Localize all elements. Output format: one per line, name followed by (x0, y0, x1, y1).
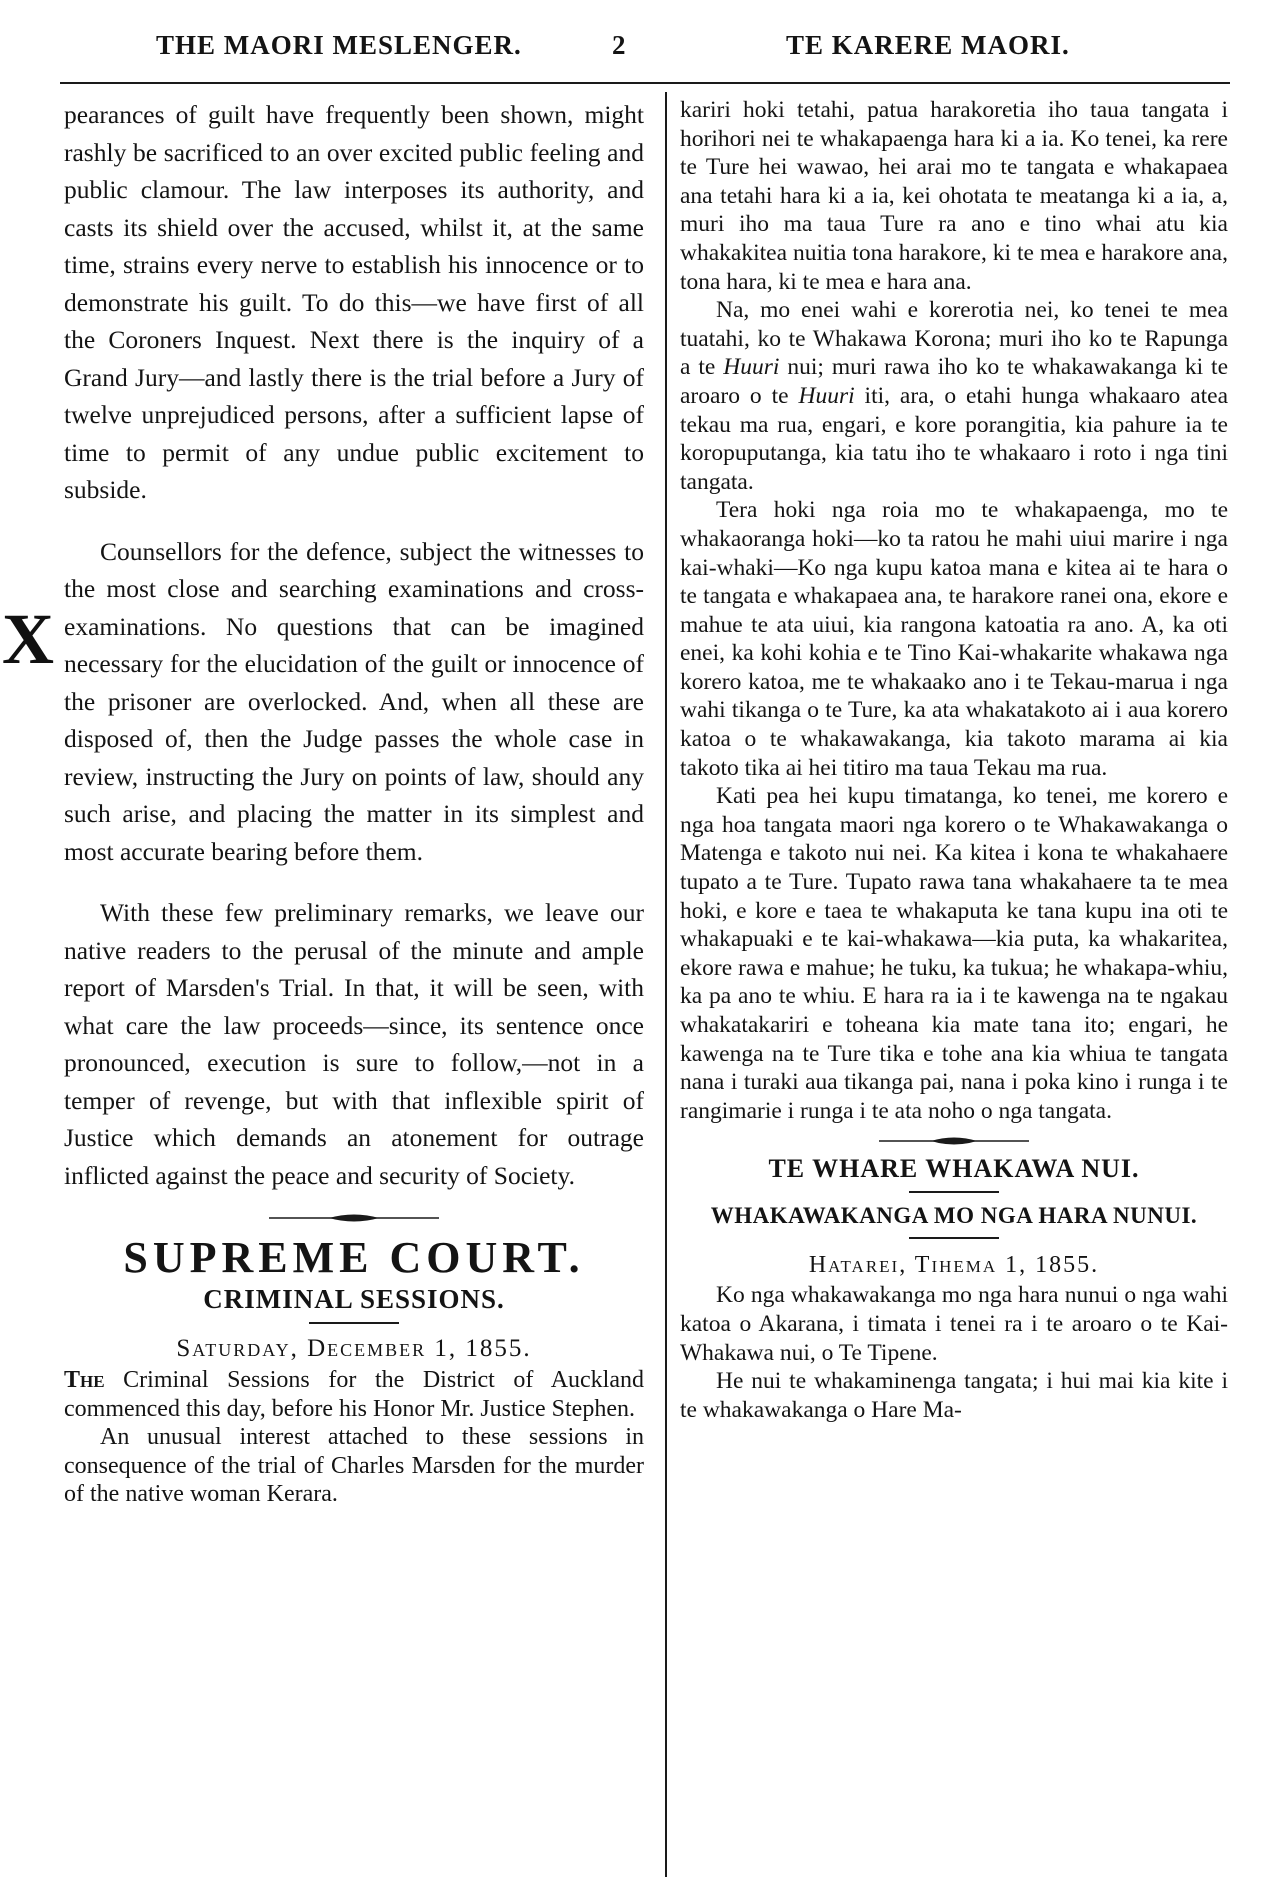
maori-p2-italic-2: Huuri (798, 382, 855, 409)
maori-dateline: Hatarei, Tihema 1, 1855. (808, 1252, 1100, 1279)
page-header (60, 30, 1230, 70)
paragraph-4-body: Criminal Sessions for the District of Auckland commenced this day, before his Honor Mr. Justice Stephen. (64, 1367, 644, 1422)
english-paragraph-3: With these few preliminary remarks, we leave our native readers to the perusal of the minute and ample report of Marsden's Trial. In that, it will be seen, with what care the law proceeds—since, its sentence once pronounced, execution is sure to follow,—not in a temper of revenge, but with that inflexible spirit of Justice which demands an atonement for outrage inflicted against the peace and security of Society. (64, 898, 644, 1190)
english-paragraph-5: An unusual interest attached to these sessions in consequence of the trial of Charles Marsden for the murder of the native woman Kerara. (64, 1424, 644, 1507)
heading-rule (909, 1237, 999, 1239)
header-rule (60, 82, 1230, 84)
maori-p2-part-c: iti, ara, o etahi hunga whakaaro atea tekau ma rua, engari, e kore porangitia, kia pahure ia te koropuputanga, kia tatu iho te whakaaro i roto i nga tini tangata. (680, 382, 1229, 495)
criminal-sessions-subheading: CRIMINAL SESSIONS. (203, 1284, 505, 1314)
english-dateline: Saturday, December 1, 1855. (176, 1335, 532, 1362)
ornament-divider-icon (269, 1212, 439, 1224)
maori-paragraph-6: He nui te whakaminenga tangata; i hui mai kia kite i te whakawakanga o Hare Ma- (680, 1368, 1228, 1423)
maori-p2-italic-1: Huuri (723, 354, 780, 381)
maori-paragraph-5: Ko nga whakawakanga mo nga hara nunui o nga wahi katoa o Akarana, i timata i tenei ra i te aroaro o te Kai-Whakawa nui, o Te Tipene. (680, 1282, 1228, 1366)
maori-column (680, 96, 1228, 1424)
column-divider (665, 92, 667, 1877)
english-paragraph-2: Counsellors for the defence, subject the witnesses to the most close and searching examinations and cross-examinations. No questions that can be imagined necessary for the elucidation of the guilt or innocence of the prisoner are overlocked. And, when all these are disposed of, then the Judge passes the whole case in review, instructing the Jury on points of law, should any such arise, and placing the matter in its simplest and most accurate bearing before them. (64, 536, 644, 866)
header-english-title: THE MAORI MESLENGER. (156, 30, 522, 60)
margin-annotation-mark: X (2, 599, 54, 679)
maori-paragraph-3: Tera hoki nga roia mo te whakapaenga, mo te whakaoranga hoki—ko ta ratou he mahi uiui marire i nga kai-whaki—Ko nga kupu katoa mana e kitea ai te hara o te tangata e whakapaea ana, te harakore ranei ona, ekore e mahue te ata uiui, kia rangona katoatia ra ano. A, ka oti enei, ka kohi kohia e te Tino Kai-whakarite whakawa nga korero katoa, me te whakaako ano i te Tekau-marua i nga wahi tikanga o te Ture, ka ata whakatakoto ai i aua korero katoa o te whakawakanga, kia takoto marama ai kia takoto tika ai hei titiro ma taua Tekau ma rua. (680, 497, 1228, 781)
english-paragraph-1: pearances of guilt have frequently been shown, might rashly be sacrificed to an over excited public feeling and public clamour. The law interposes its authority, and casts its shield over the accused, whilst it, at the same time, strains every nerve to establish his innocence or to demonstrate his guilt. To do this—we have first of all the Coroners Inquest. Next there is the inquiry of a Grand Jury—and lastly there is the trial before a Jury of twelve unprejudiced persons, after a sufficient lapse of time to permit of any undue public excitement to subside. (64, 100, 644, 504)
maori-court-heading: TE WHARE WHAKAWA NUI. (768, 1154, 1140, 1184)
maori-paragraph-2 (680, 296, 1228, 496)
heading-rule (909, 1191, 999, 1193)
english-paragraph-4 (64, 1366, 644, 1423)
page-number: 2 (612, 30, 627, 60)
heading-rule (309, 1322, 399, 1324)
maori-paragraph-4: Kati pea hei kupu timatanga, ko tenei, me korero e nga hoa tangata maori nga korero o te Whakawakanga o Matenga e takoto nui nei. Ka kitea i kona te whakahaere tupato a te Ture. Tupato rawa tana whakahaere ta te mea hoki, e kore e taea te whakaputa ke tana kupu ina oti te whakapuaki e te kai-whakawa—kia puta, ka whakaritea, ekore rawa e mahue; he tuku, ka tukua; he whakapa-whiu, ka pa ano te whiu. E hara ra ia i te kawenga na te ngakau whakatakariri e toheana kia mate tana ito; engari, he kawenga na te Ture tika e tohe ana kia whiua te tangata nana i turaki aua tikanga pai, nana i poka kino i runga i te rangimarie i runga i te ata noho o nga tangata. (680, 783, 1228, 1124)
maori-paragraph-1: kariri hoki tetahi, patua harakoretia iho taua tangata i horihori nei te whakapaenga hara ki a ia. Ko tenei, ka rere te Ture hei wawao, hei arai mo te tangata e whakapaea ana tetahi hara ki a ia, kei ohotata te meatanga ki a ia, a, muri iho ma taua Ture ra ano e tino whai atu kia whakakitea nuitia tona harakore, ki te mea e harakore ana, tona hara, ki te mea e hara ana. (680, 97, 1228, 295)
paragraph-lead-word: The (64, 1367, 105, 1393)
supreme-court-heading: SUPREME COURT. (123, 1233, 585, 1282)
maori-p2-part-a: Na, mo enei wahi e korerotia nei, ko tenei te mea tuatahi, ko te Whakawa Korona; muri iho ko te Rapunga a te (680, 297, 1228, 381)
maori-p2-part-b: nui; muri rawa iho ko te whakawakanga ki te aroaro o te (680, 354, 1229, 409)
ornament-divider-icon (879, 1135, 1029, 1147)
header-maori-title: TE KARERE MAORI. (786, 30, 1070, 60)
maori-sessions-subheading: WHAKAWAKANGA MO NGA HARA NUNUI. (710, 1203, 1198, 1229)
english-column (64, 96, 644, 1509)
